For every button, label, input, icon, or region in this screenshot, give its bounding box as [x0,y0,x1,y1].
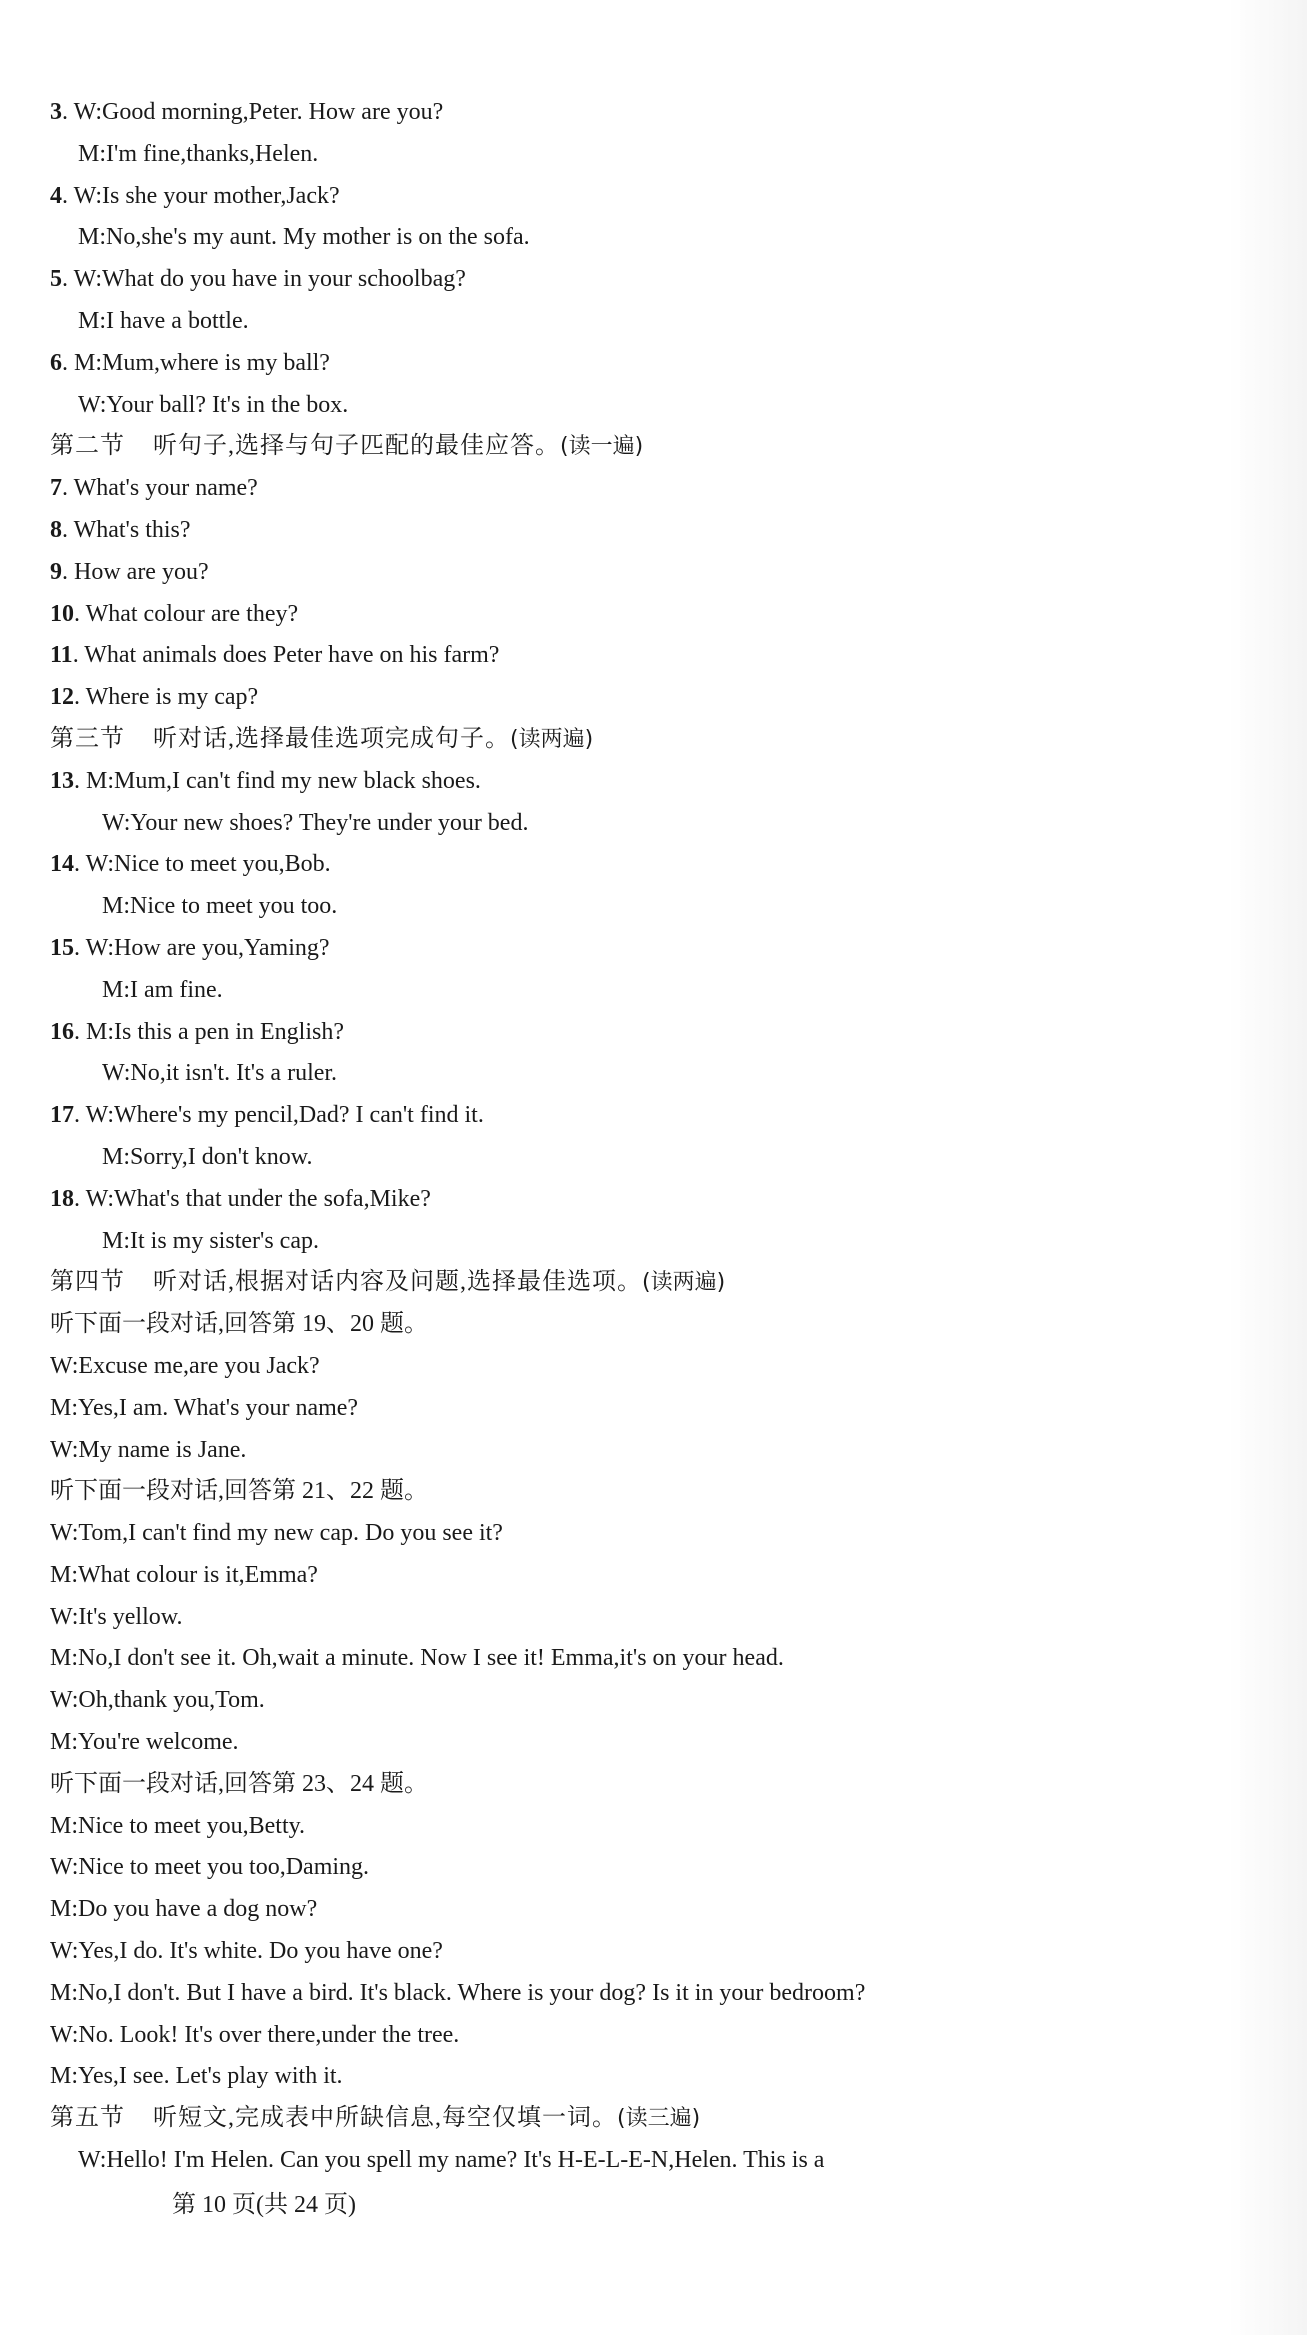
line-text: M:I'm fine,thanks,Helen. [78,140,319,167]
question-number: 8 [50,516,62,543]
question-number: 3 [50,99,62,125]
section-heading [50,1262,1250,1304]
dialogue-reply [50,2140,1250,2182]
question-line [50,1012,1250,1054]
transcript-line [50,1513,1250,1555]
transcript-line [50,1471,1250,1513]
question-number: 9 [50,558,62,585]
question-text: . W:Nice to meet you,Bob. [74,851,331,878]
question-number: 4 [50,182,62,209]
dialogue-reply [50,1137,1250,1179]
section-title: 第三节 [50,725,125,752]
question-text: . W:How are you,Yaming? [74,934,330,961]
dialogue-reply [50,803,1250,845]
line-text: W:Excuse me,are you Jack? [50,1352,320,1379]
section-instruction: 听对话,根据对话内容及问题,选择最佳选项。 [153,1269,642,1296]
question-text: . What's your name? [62,475,258,502]
question-text: . W:Is she your mother,Jack? [62,182,340,209]
question-line [50,635,1250,677]
reading-times-note: (读一遍) [560,434,644,460]
question-number: 16 [50,1018,74,1045]
dialogue-reply [50,217,1250,259]
section-heading [50,2098,1250,2140]
transcript-line [50,1597,1250,1639]
question-text: . W:What's that under the sofa,Mike? [74,1185,431,1212]
question-number: 12 [50,684,74,711]
question-text: . What colour are they? [74,600,299,627]
line-text: M:Nice to meet you too. [102,893,338,920]
question-text: . M:Is this a pen in English? [74,1018,344,1045]
transcript-line [50,2056,1250,2098]
reading-times-note: (读两遍) [642,1270,726,1296]
line-text: M:No,she's my aunt. My mother is on the sofa. [78,224,530,251]
line-text: 听下面一段对话,回答第 23、24 题。 [50,1770,428,1797]
line-text: W:Your ball? It's in the box. [78,391,349,418]
line-text: W:No,it isn't. It's a ruler. [102,1060,338,1087]
question-number: 17 [50,1102,74,1129]
question-text: . W:Good morning,Peter. How are you? [62,99,444,125]
line-text: W:Yes,I do. It's white. Do you have one? [50,1938,443,1965]
question-line [50,552,1250,594]
line-text: M:You're welcome. [50,1729,239,1756]
question-number: 13 [50,767,74,794]
line-text: M:Yes,I see. Let's play with it. [50,2063,343,2090]
question-number: 11 [50,642,73,669]
question-line [50,844,1250,886]
transcript-body [50,92,1250,2182]
question-number: 6 [50,349,62,376]
dialogue-reply [50,1053,1250,1095]
section-title: 第二节 [50,433,125,460]
question-line [50,1095,1250,1137]
question-line [50,928,1250,970]
line-text: M:No,I don't see it. Oh,wait a minute. Now I see it! Emma,it's on your head. [50,1645,784,1672]
line-text: M:Nice to meet you,Betty. [50,1812,306,1839]
transcript-line [50,1430,1250,1472]
transcript-line [50,1304,1250,1346]
transcript-line [50,1555,1250,1597]
transcript-line [50,1722,1250,1764]
question-line [50,468,1250,510]
transcript-line [50,1680,1250,1722]
section-heading [50,426,1250,468]
line-text: W:Hello! I'm Helen. Can you spell my name? It's H-E-L-E-N,Helen. This is a [78,2147,825,2174]
section-instruction: 听对话,选择最佳选项完成句子。 [153,725,510,752]
question-line [50,176,1250,218]
transcript-line [50,1806,1250,1848]
line-text: M:Yes,I am. What's your name? [50,1394,359,1421]
question-number: 7 [50,475,62,502]
reading-times-note: (读三遍) [617,2106,701,2132]
line-text: W:Oh,thank you,Tom. [50,1687,265,1714]
question-line [50,1179,1250,1221]
question-number: 15 [50,934,74,961]
transcript-line [50,1764,1250,1806]
question-number: 5 [50,266,62,293]
page-footer: 第 10 页(共 24 页) [172,2192,356,2218]
line-text: W:No. Look! It's over there,under the tree. [50,2021,460,2048]
line-text: W:Nice to meet you too,Daming. [50,1854,370,1881]
question-number: 18 [50,1185,74,1212]
question-number: 10 [50,600,74,627]
question-text: . Where is my cap? [74,684,259,711]
line-text: M:No,I don't. But I have a bird. It's black. Where is your dog? Is it in your bedroom? [50,1979,866,2006]
transcript-line [50,2015,1250,2057]
transcript-line [50,1973,1250,2015]
line-text: 听下面一段对话,回答第 21、22 题。 [50,1478,428,1505]
question-line [50,510,1250,552]
dialogue-reply [50,970,1250,1012]
question-text: . M:Mum,I can't find my new black shoes. [74,767,481,794]
question-text: . W:What do you have in your schoolbag? [62,266,466,293]
question-text: . How are you? [62,558,209,585]
section-title: 第四节 [50,1269,125,1296]
question-line [50,594,1250,636]
line-text: W:It's yellow. [50,1603,183,1630]
question-text: . What animals does Peter have on his farm? [72,642,500,669]
line-text: M:I have a bottle. [78,307,249,334]
line-text: W:Your new shoes? They're under your bed. [102,809,529,836]
section-heading [50,719,1250,761]
dialogue-reply [50,134,1250,176]
question-line [50,677,1250,719]
question-number: 14 [50,851,74,878]
section-instruction: 听句子,选择与句子匹配的最佳应答。 [153,433,560,460]
transcript-line [50,1638,1250,1680]
line-text: M:Sorry,I don't know. [102,1143,313,1170]
line-text: M:It is my sister's cap. [102,1227,319,1254]
line-text: W:Tom,I can't find my new cap. Do you see it? [50,1520,503,1547]
question-line [50,761,1250,803]
question-text: . M:Mum,where is my ball? [62,349,330,376]
question-line [50,92,1250,134]
dialogue-reply [50,1221,1250,1263]
transcript-line [50,1847,1250,1889]
dialogue-reply [50,886,1250,928]
transcript-line [50,1931,1250,1973]
transcript-line [50,1388,1250,1430]
line-text: M:Do you have a dog now? [50,1896,318,1923]
dialogue-reply [50,301,1250,343]
transcript-line [50,1346,1250,1388]
question-text: . What's this? [62,516,191,543]
question-text: . W:Where's my pencil,Dad? I can't find it. [74,1102,484,1129]
section-title: 第五节 [50,2105,125,2132]
line-text: M:I am fine. [102,976,223,1003]
section-instruction: 听短文,完成表中所缺信息,每空仅填一词。 [153,2105,617,2132]
transcript-line [50,1889,1250,1931]
line-text: 听下面一段对话,回答第 19、20 题。 [50,1311,428,1338]
line-text: W:My name is Jane. [50,1436,247,1463]
question-line [50,343,1250,385]
line-text: M:What colour is it,Emma? [50,1561,318,1588]
question-line [50,259,1250,301]
reading-times-note: (读两遍) [510,726,594,752]
dialogue-reply [50,385,1250,427]
